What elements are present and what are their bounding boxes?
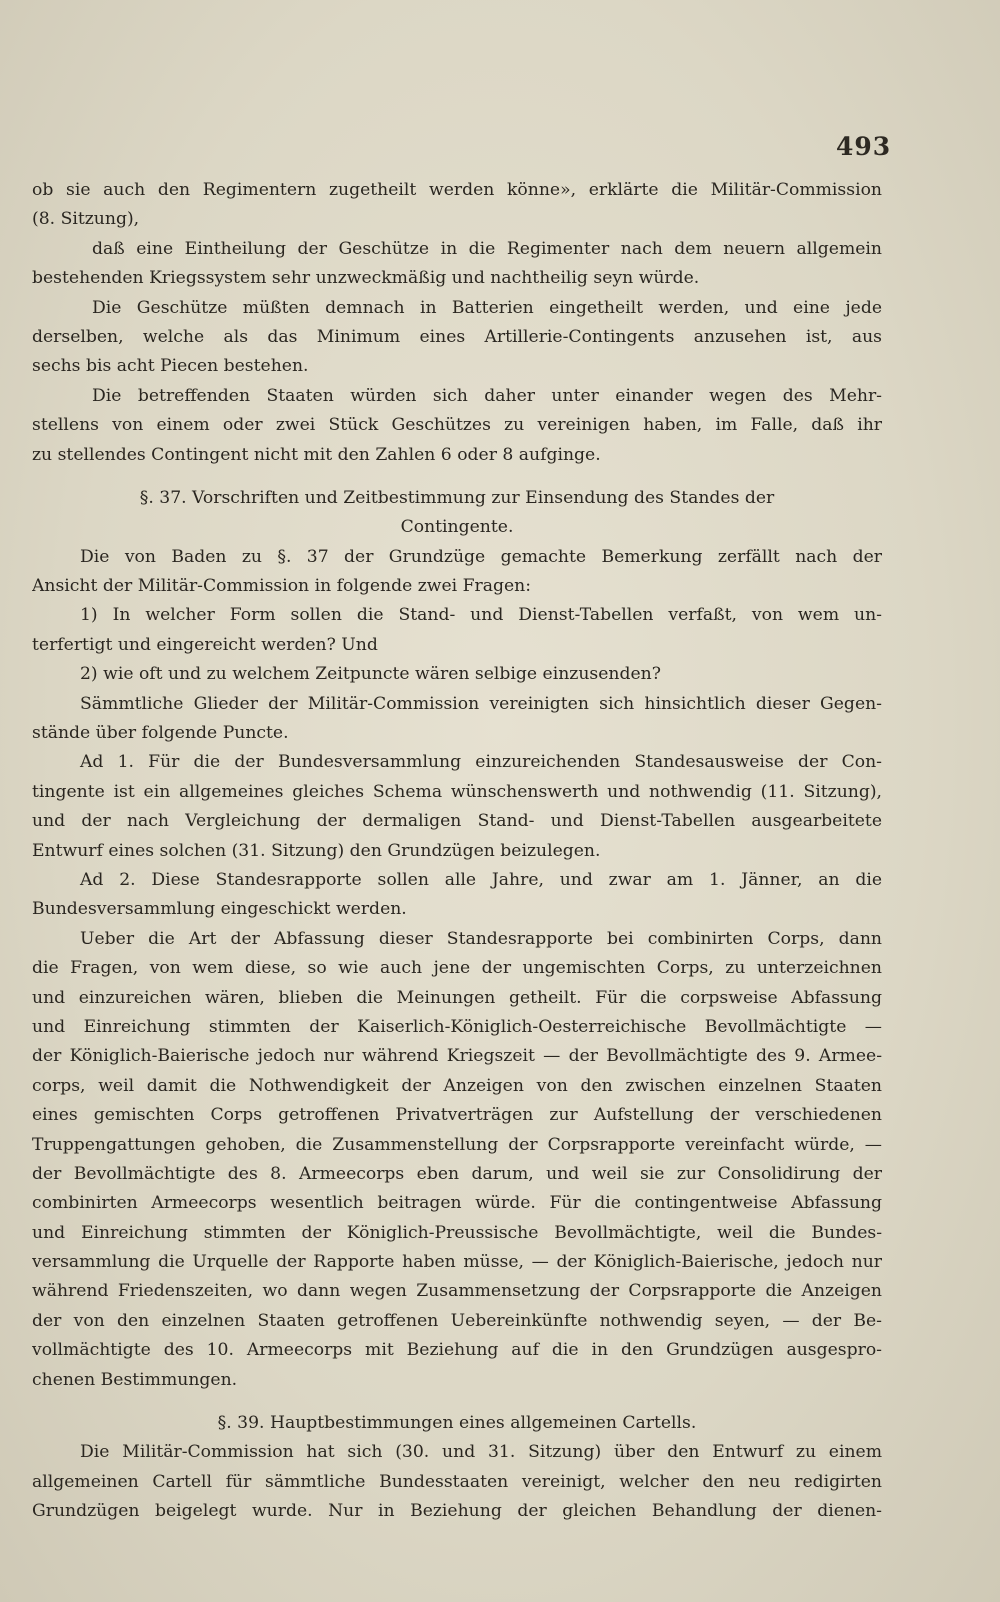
text-line: versammlung die Urquelle der Rapporte haben müsse, — der Königlich-Baierische, jedoch nur bbox=[32, 1252, 882, 1273]
text-line: stände über folgende Puncte. bbox=[32, 723, 289, 744]
section-heading-line: §. 37. Vorschriften und Zeitbestimmung zur Einsendung des Standes der bbox=[139, 487, 775, 508]
text-line: chenen Bestimmungen. bbox=[32, 1369, 238, 1390]
text-line: der Königlich-Baierische jedoch nur während Kriegszeit — der Bevollmächtigte des 9. Armee- bbox=[32, 1046, 882, 1067]
text-line: Ad 2. Diese Standesrapporte sollen alle Jahre, und zwar am 1. Jänner, an die bbox=[80, 869, 882, 890]
text-line: 2) wie oft und zu welchem Zeitpuncte wären selbige einzusenden? bbox=[80, 664, 661, 685]
text-line: stellens von einem oder zwei Stück Geschützes zu vereinigen haben, im Falle, daß ihr bbox=[32, 415, 882, 436]
text-line: Ansicht der Militär-Commission in folgende zwei Fragen: bbox=[32, 576, 532, 597]
text-line: sechs bis acht Piecen bestehen. bbox=[32, 356, 309, 377]
paragraph-gap bbox=[32, 1395, 882, 1409]
text-line: und Einreichung stimmten der Kaiserlich-Königlich-Oesterreichische Bevollmächtigte — bbox=[32, 1016, 882, 1037]
text-line: eines gemischten Corps getroffenen Privatverträgen zur Aufstellung der verschiedenen bbox=[32, 1105, 882, 1126]
text-line: vollmächtigte des 10. Armeecorps mit Beziehung auf die in den Grundzügen ausgespro- bbox=[32, 1340, 882, 1361]
paragraph-gap bbox=[32, 470, 882, 484]
text-line: combinirten Armeecorps wesentlich beitragen würde. Für die contingentweise Abfassung bbox=[32, 1193, 882, 1214]
section-heading-line: §. 39. Hauptbestimmungen eines allgemeinen Cartells. bbox=[217, 1413, 697, 1434]
text-line: der von den einzelnen Staaten getroffenen Uebereinkünfte nothwendig seyen, — der Be- bbox=[32, 1310, 882, 1331]
text-line: 1) In welcher Form sollen die Stand- und Dienst-Tabellen verfaßt, von wem un- bbox=[80, 605, 882, 626]
section-heading-line: Contingente. bbox=[400, 517, 514, 538]
text-line: zu stellendes Contingent nicht mit den Zahlen 6 oder 8 aufginge. bbox=[32, 444, 601, 465]
text-line: allgemeinen Cartell für sämmtliche Bundesstaaten vereinigt, welcher den neu redigirten bbox=[32, 1471, 882, 1492]
text-line: ob sie auch den Regimentern zugetheilt werden könne», erklärte die Militär-Commission bbox=[32, 180, 882, 200]
text-line: Sämmtliche Glieder der Militär-Commission vereinigten sich hinsichtlich dieser Gegen- bbox=[80, 693, 882, 714]
text-line: Ad 1. Für die der Bundesversammlung einzureichenden Standesausweise der Con- bbox=[80, 752, 882, 773]
page-number: 493 bbox=[836, 132, 892, 161]
body-text bbox=[32, 176, 882, 1527]
text-line: daß eine Eintheilung der Geschütze in die Regimenter nach dem neuern allgemein bbox=[92, 238, 882, 259]
text-line: tingente ist ein allgemeines gleiches Schema wünschenswerth und nothwendig (11. Sitzung), bbox=[32, 781, 882, 802]
text-line: Truppengattungen gehoben, die Zusammenstellung der Corpsrapporte vereinfacht würde, — bbox=[32, 1134, 882, 1155]
text-line: und Einreichung stimmten der Königlich-Preussische Bevollmächtigte, weil die Bundes- bbox=[32, 1222, 882, 1243]
text-line: und der nach Vergleichung der dermaligen Stand- und Dienst-Tabellen ausgearbeitete bbox=[32, 811, 882, 832]
text-line: Entwurf eines solchen (31. Sitzung) den Grundzügen beizulegen. bbox=[32, 840, 601, 861]
text-line: Die Geschütze müßten demnach in Batterien eingetheilt werden, und eine jede bbox=[92, 297, 882, 318]
text-line: Ueber die Art der Abfassung dieser Standesrapporte bei combinirten Corps, dann bbox=[80, 928, 882, 949]
text-line: und einzureichen wären, blieben die Meinungen getheilt. Für die corpsweise Abfassung bbox=[32, 987, 882, 1008]
text-line: Grundzügen beigelegt wurde. Nur in Beziehung der gleichen Behandlung der dienen- bbox=[32, 1501, 882, 1522]
text-line: (8. Sitzung), bbox=[32, 209, 140, 230]
text-line: die Fragen, von wem diese, so wie auch jene der ungemischten Corps, zu unterzeichnen bbox=[32, 958, 882, 979]
text-line: während Friedenszeiten, wo dann wegen Zusammensetzung der Corpsrapporte die Anzeigen bbox=[32, 1281, 882, 1302]
text-line: der Bevollmächtigte des 8. Armeecorps eben darum, und weil sie zur Consolidirung der bbox=[32, 1163, 882, 1184]
text-line: Die von Baden zu §. 37 der Grundzüge gemachte Bemerkung zerfällt nach der bbox=[80, 546, 882, 567]
text-line: Die betreffenden Staaten würden sich daher unter einander wegen des Mehr- bbox=[92, 385, 882, 406]
text-line: derselben, welche als das Minimum eines Artillerie-Contingents anzusehen ist, aus bbox=[32, 326, 882, 347]
text-line: Bundesversammlung eingeschickt werden. bbox=[32, 899, 407, 920]
text-line: Die Militär-Commission hat sich (30. und 31. Sitzung) über den Entwurf zu einem bbox=[80, 1442, 882, 1463]
text-line: terfertigt und eingereicht werden? Und bbox=[32, 634, 378, 655]
text-line: corps, weil damit die Nothwendigkeit der Anzeigen von den zwischen einzelnen Staaten bbox=[32, 1075, 882, 1096]
text-line: bestehenden Kriegssystem sehr unzweckmäßig und nachtheilig seyn würde. bbox=[32, 268, 700, 289]
